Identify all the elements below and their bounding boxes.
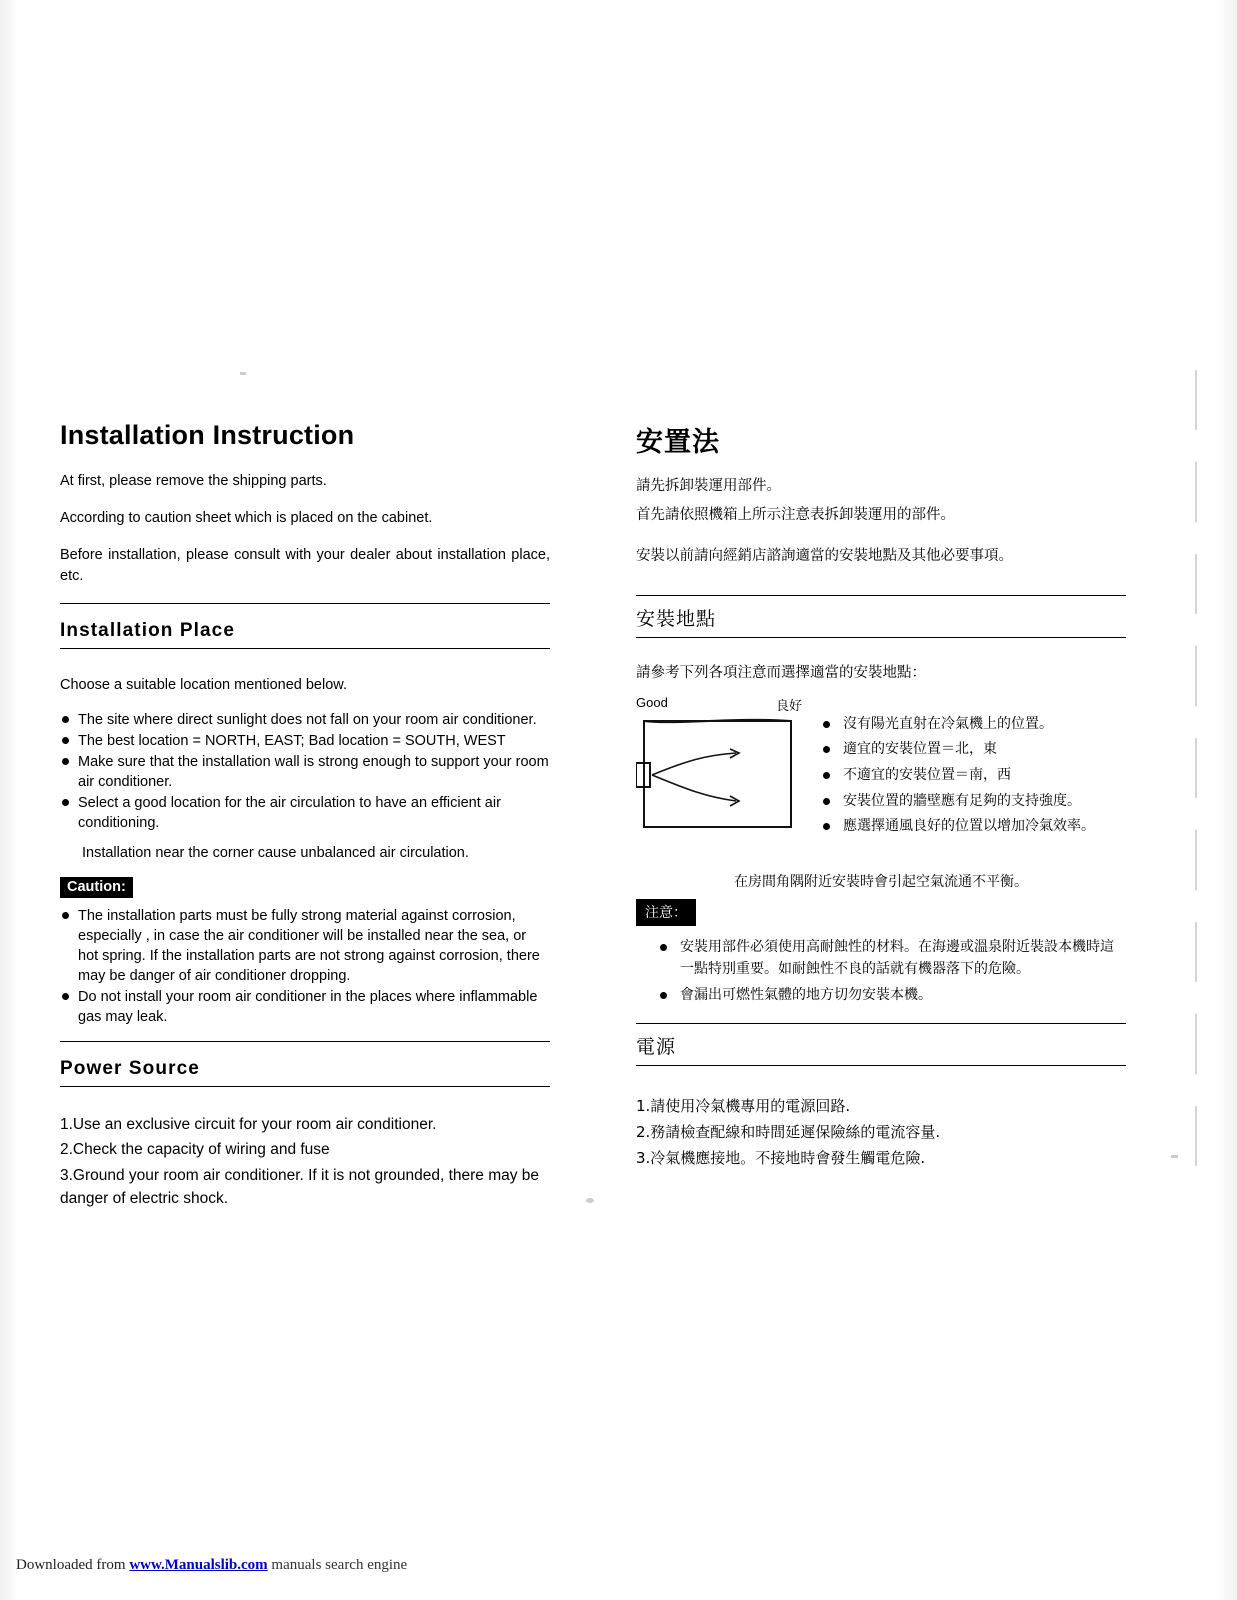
download-footer [16, 1557, 407, 1574]
list-item: 安裝用部件必須使用高耐蝕性的材料。在海邊或溫泉附近裝設本機時這一點特別重要。如耐蝕性不良的話就有機器落下的危險。 [658, 936, 1126, 981]
diagram-label-good-chinese: 良好 [776, 698, 803, 714]
list-item: The installation parts must be fully strong material against corrosion, especially , in case the air conditioner will be installed near the sea, or hot spring. If the installation parts are not strong against corrosion, there may be danger of air conditioner dropping. [60, 906, 550, 986]
installation-place-lead: Choose a suitable location mentioned below. [60, 677, 347, 694]
corner-installation-note: Installation near the corner cause unbalanced air circulation. [82, 845, 469, 862]
chinese-column [636, 420, 1126, 1173]
corner-installation-note-cjk: 在房間角隅附近安裝時會引起空氣流通不平衡。 [734, 873, 1028, 890]
list-item: 沒有陽光直射在冷氣機上的位置。 [821, 713, 1131, 736]
scan-speck [586, 1198, 594, 1203]
divider-below-installation-place [60, 648, 550, 649]
scan-edge-right [1215, 0, 1237, 1600]
power-source-list [60, 1113, 550, 1210]
list-item: 2.務請檢查配線和時間延遲保險絲的電流容量. [636, 1123, 941, 1142]
installation-place-lead-cjk: 請參考下列各項注意而選擇適當的安裝地點： [636, 664, 926, 681]
divider-above-power-source [60, 1041, 550, 1042]
list-item: Do not install your room air conditioner in the places where inflammable gas may leak. [60, 987, 550, 1027]
divider-above-installation-place-cjk [636, 595, 1126, 596]
english-column [60, 420, 550, 1212]
footer-suffix: manuals search engine [267, 1557, 408, 1573]
manualslib-link[interactable]: www.Manualslib.com [129, 1557, 268, 1573]
section-heading-power-source: Power Source [60, 1058, 200, 1080]
intro-paragraph-1: At first, please remove the shipping parts. [60, 473, 327, 489]
list-item: 3.冷氣機應接地。不接地時會發生觸電危險. [636, 1149, 926, 1168]
air-circulation-diagram [636, 695, 1126, 845]
diagram-label-good-english: Good [636, 694, 668, 710]
list-item: The best location = NORTH, EAST; Bad location = SOUTH, WEST [60, 731, 550, 751]
page-title-chinese: 安置法 [636, 427, 720, 458]
intro-paragraph-2-cjk: 首先請依照機箱上所示注意表拆卸裝運用的部件。 [636, 507, 955, 524]
scan-artifact-marks [1195, 370, 1197, 1190]
list-item: 安裝位置的牆壁應有足夠的支持強度。 [821, 790, 1131, 813]
divider-below-power-source [60, 1086, 550, 1087]
section-heading-power-source-cjk: 電源 [636, 1035, 677, 1058]
footer-prefix: Downloaded from [16, 1557, 130, 1573]
divider-above-installation-place [60, 603, 550, 604]
list-item: Select a good location for the air circulation to have an efficient air conditioning. [60, 793, 550, 833]
list-item: Make sure that the installation wall is strong enough to support your room air conditioner. [60, 752, 550, 792]
installation-place-bullet-list-cjk [821, 713, 1131, 848]
section-heading-installation-place: Installation Place [60, 620, 236, 642]
scan-speck [1171, 1155, 1178, 1158]
section-heading-installation-place-cjk: 安裝地點 [636, 607, 717, 630]
intro-paragraph-3: Before installation, please consult with your dealer about installation place, etc. [60, 547, 550, 585]
caution-bullet-list-cjk [658, 936, 1126, 1007]
list-item: 會漏出可燃性氣體的地方切勿安裝本機。 [658, 984, 1126, 1007]
list-item: 1.Use an exclusive circuit for your room air conditioner. [60, 1116, 437, 1134]
caution-bullet-list [60, 906, 550, 1027]
list-item: 2.Check the capacity of wiring and fuse [60, 1141, 330, 1159]
list-item: 適宜的安裝位置＝北，東 [821, 738, 1131, 761]
intro-paragraph-1-cjk: 請先拆卸裝運用部件。 [636, 478, 781, 494]
scan-speck [240, 372, 246, 375]
list-item-continuation: 不適宜的安裝位置＝南，西 [821, 764, 1131, 787]
intro-paragraph-2: According to caution sheet which is placed on the cabinet. [60, 510, 433, 527]
list-item: 應選擇通風良好的位置以增加冷氣效率。 [821, 815, 1131, 838]
divider-below-power-source-cjk [636, 1065, 1126, 1066]
room-airflow-diagram-icon [636, 715, 801, 835]
page-title-english: Installation Instruction [60, 420, 355, 450]
divider-below-installation-place-cjk [636, 637, 1126, 638]
divider-above-power-source-cjk [636, 1023, 1126, 1024]
caution-badge-cjk: 注意： [636, 899, 696, 926]
list-item: 3.Ground your room air conditioner. If it is not grounded, there may be danger of electric shock. [60, 1166, 540, 1207]
intro-paragraph-3-cjk: 安裝以前請向經銷店諮詢適當的安裝地點及其他必要事項。 [636, 548, 1013, 565]
list-item: 1.請使用冷氣機專用的電源回路. [636, 1096, 851, 1115]
power-source-list-cjk [636, 1094, 1126, 1171]
scan-edge-left [0, 0, 18, 1600]
installation-place-bullet-list [60, 710, 550, 833]
caution-badge: Caution: [60, 877, 133, 898]
list-item: The site where direct sunlight does not fall on your room air conditioner. [60, 710, 550, 730]
